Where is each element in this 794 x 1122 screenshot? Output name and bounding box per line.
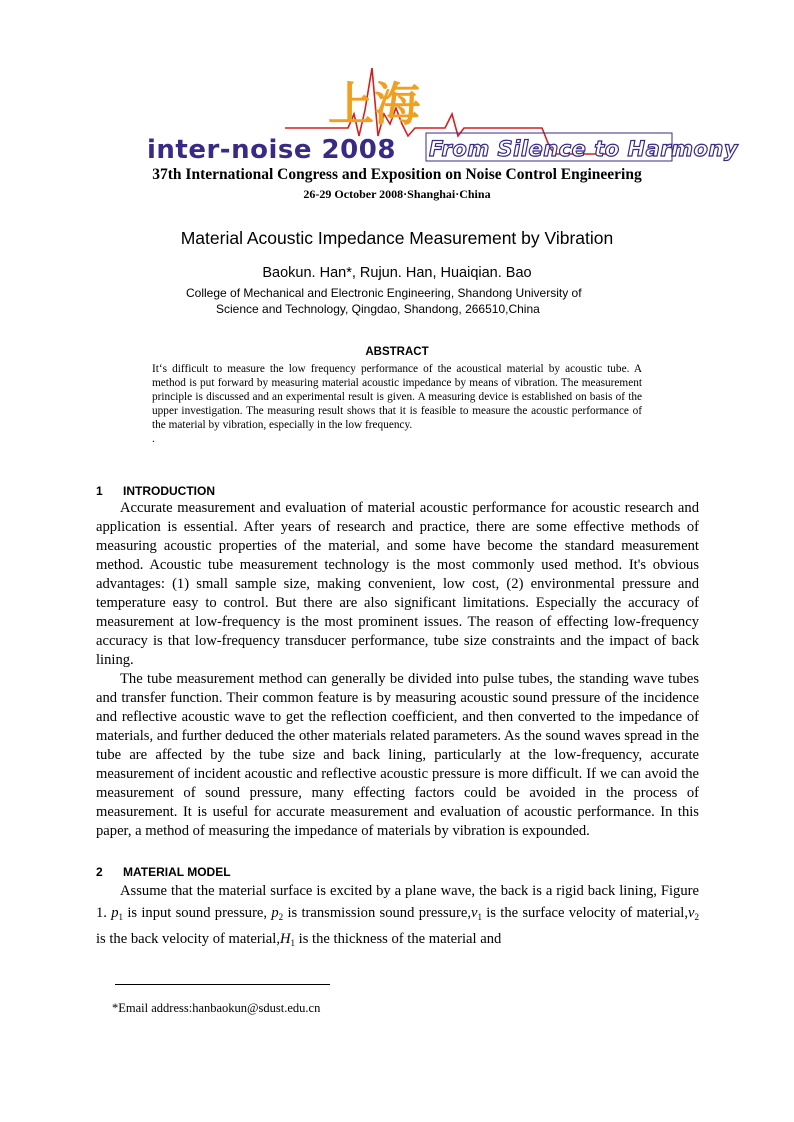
intro-paragraph-1: Accurate measurement and evaluation of material acoustic performance for acoustic research and application is essential. After years of research and practice, there are some effective methods of measuring acoustic properties of the material, and some have become the standard measurement method. Acoustic tube measurement technology is the most commonly used method. It's obvious advantages: (1) small sample size, making convenient, low cost, (2) environmental pressure and temperature easy to control. But there are also significant limitations. Especially the accuracy of measurement at low-frequency is the most prominent issues. The reason of effecting low-frequency accuracy is that low-frequency transducer performance, tube size constraints and the impact of back lining.	[96, 500, 699, 668]
symbol-p2: $p_2$	[271, 905, 284, 922]
section-2-title: MATERIAL MODEL	[123, 865, 231, 879]
model-text-6: is the thickness of the material and	[295, 931, 502, 947]
section-1-heading	[96, 484, 215, 498]
conference-logo	[140, 40, 739, 170]
section-1-title: INTRODUCTION	[123, 484, 215, 498]
paper-authors: Baokun. Han*, Rujun. Han, Huaiqian. Bao	[262, 265, 532, 281]
model-text-5: is the back velocity of material,	[96, 931, 280, 947]
footnote-email: *Email address:hanbaokun@sdust.edu.cn	[112, 1001, 321, 1015]
model-text-4: is the surface velocity of material,	[481, 905, 688, 921]
abstract-body	[152, 362, 642, 446]
symbol-p1: $p_1$	[111, 905, 124, 922]
section-1-body	[96, 499, 699, 841]
affiliation-line-2: Science and Technology, Qingdao, Shandong, 266510,China	[216, 302, 540, 316]
congress-title: 37th International Congress and Exposition on Noise Control Engineering	[152, 166, 642, 183]
model-text-2: is input sound pressure,	[123, 905, 272, 921]
logo-tagline: From Silence to Harmony	[429, 137, 739, 161]
logo-brand-text: inter-noise 2008	[147, 135, 396, 165]
abstract-heading: ABSTRACT	[365, 346, 429, 358]
logo-shanghai-glyphs	[328, 77, 420, 131]
symbol-v2: $v_2$	[688, 905, 699, 922]
model-text-3: is transmission sound pressure,	[283, 905, 471, 921]
abstract-text: It‘s difficult to measure the low frequency performance of the acoustical material by acoustic tube. A method is put forward by measuring material acoustic impedance by means of vibration. The measurement principle is discussed and an experimental result is given. A measuring device is established on basis of the upper investigation. The measuring result shows that it is feasible to measure the acoustic performance of the material by vibration, especially in the low frequency.	[152, 363, 642, 431]
abstract-trailing-dot: .	[152, 433, 155, 445]
symbol-h1: $H_1$	[279, 931, 296, 948]
section-2-heading	[96, 865, 231, 879]
model-paragraph	[96, 880, 699, 954]
model-text-1: Assume that the material surface is excited by a plane wave, the back is a rigid back lining, Figure 1.	[96, 883, 699, 921]
section-2-body	[96, 880, 699, 954]
paper-affiliation	[186, 285, 636, 317]
paper-title: Material Acoustic Impedance Measurement by Vibration	[180, 228, 614, 248]
congress-dates: 26-29 October 2008·Shanghai·China	[303, 187, 491, 201]
logo-glyph-shang: 上海	[328, 77, 420, 131]
symbol-v1: $v_1$	[470, 905, 482, 922]
section-2-number: 2	[96, 865, 103, 879]
affiliation-line-1: College of Mechanical and Electronic Engineering, Shandong University of	[186, 286, 582, 300]
section-1-number: 1	[96, 484, 103, 498]
intro-paragraph-2: The tube measurement method can generally be divided into pulse tubes, the standing wave tubes and transfer function. Their common feature is by measuring acoustic sound pressure of the incidence and reflective acoustic wave to get the reflection coefficient, and then converted to the impedance of materials, and further deduced the other materials related parameters. As the sound waves spread in the tube are affected by the tube size and back lining, particularly at the low-frequency, accurate measurement of incident acoustic and reflective acoustic pressure is more difficult. If we can avoid the measurement of sound pressure, many effecting factors could be avoided in the process of measurement. It is useful for accurate measurement and evaluation of acoustic performance. In this paper, a method of measuring the impedance of materials by vibration is expounded.	[96, 671, 699, 839]
footnote-rule	[115, 984, 330, 985]
